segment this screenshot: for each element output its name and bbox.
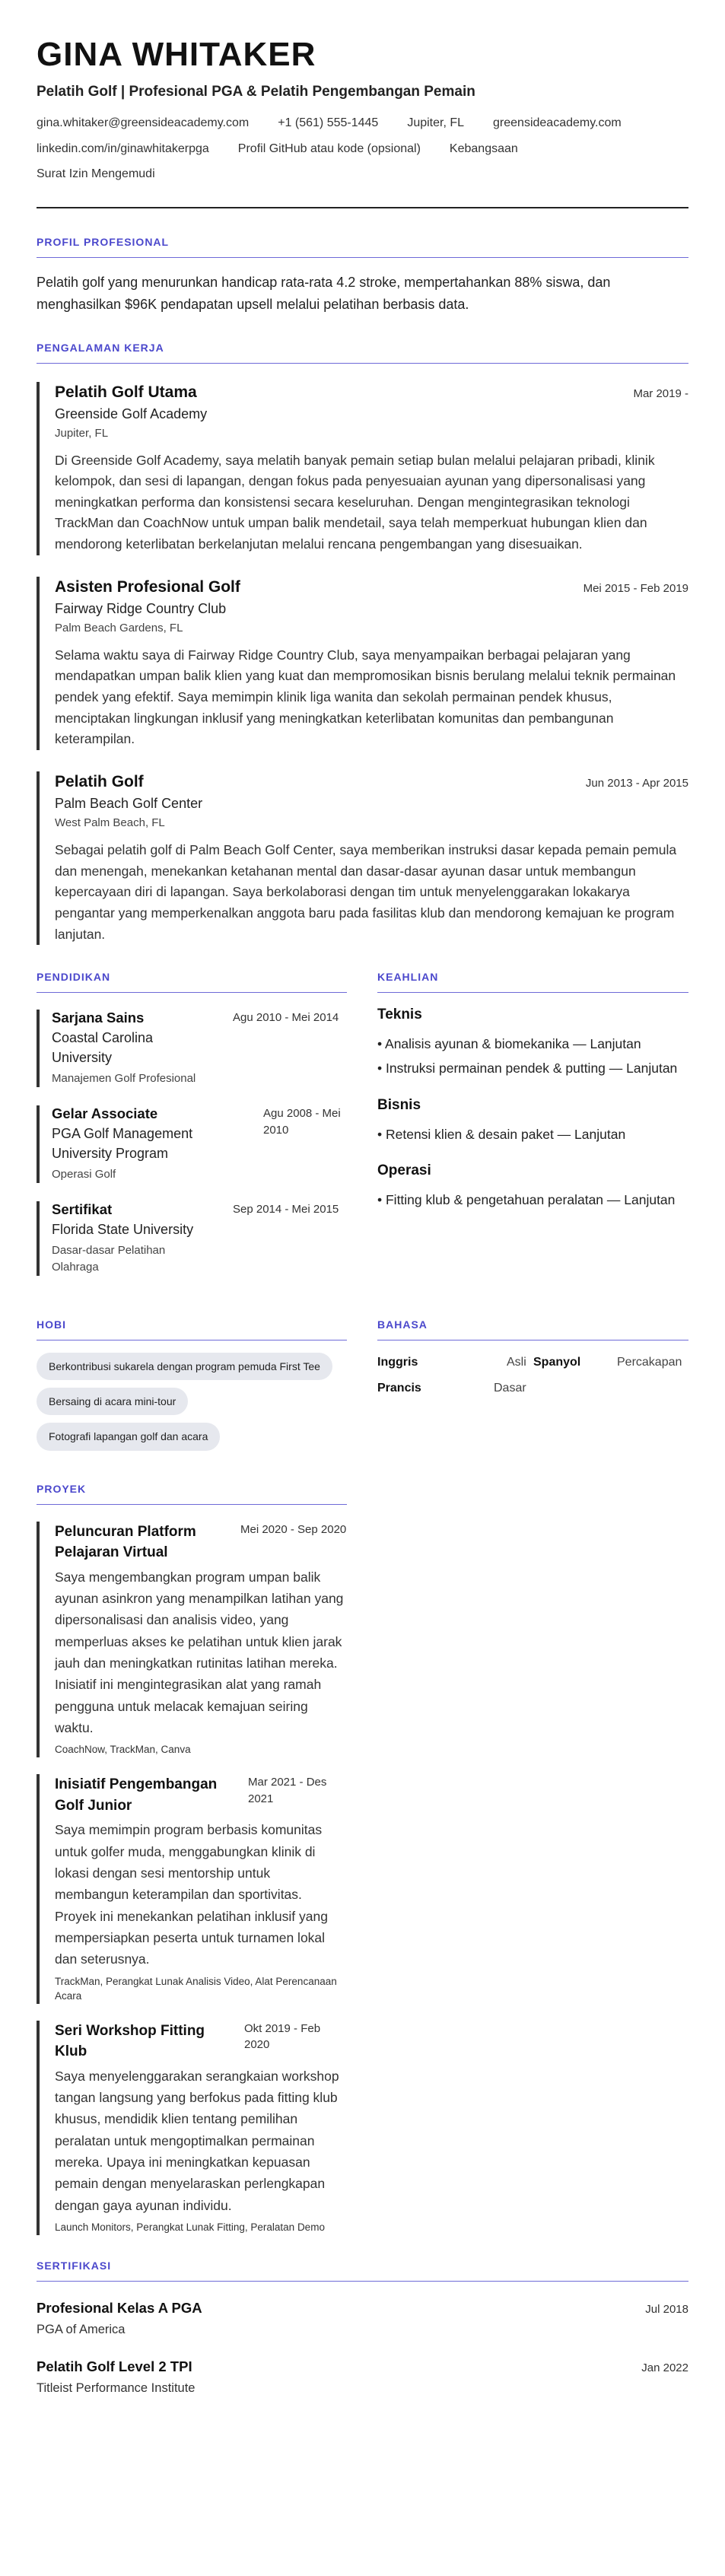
job-title: Pelatih Golf: [55, 772, 144, 790]
education-entry: [37, 1105, 347, 1183]
section-title-summary: PROFIL PROFESIONAL: [37, 235, 170, 248]
job-company: Palm Beach Golf Center: [55, 795, 203, 811]
language-name: Inggris: [377, 1355, 418, 1369]
contact-email[interactable]: gina.whitaker@greensideacademy.com: [37, 116, 250, 130]
language-level: Dasar: [494, 1381, 526, 1395]
certification-issuer: Titleist Performance Institute: [37, 2380, 196, 2395]
education-school: PGA Golf Management University Program: [52, 1126, 193, 1162]
section-divider: [37, 363, 688, 364]
section-title-hobbies: HOBI: [37, 1318, 66, 1331]
section-title-certifications: SERTIFIKASI: [37, 2259, 112, 2272]
language-entry: [377, 1356, 533, 1369]
language-entry: [377, 1382, 533, 1395]
job-description: Selama waktu saya di Fairway Ridge Country Club, saya menyampaikan berbagai pelajaran yang mendapatkan umpan balik klien yang kuat dan mempromosikan bisnis berulang melalui teknik permainan pendek yang efektif. Saya memimpin klinik liga wanita dan sekolah permainan pendek khusus, menciptakan lingkungan inklusif yang meningkatkan keterlibatan komunitas dan pembangunan keterampilan.: [55, 647, 676, 747]
job-title: Pelatih Golf Utama: [55, 383, 197, 401]
job-location: Palm Beach Gardens, FL: [55, 621, 183, 634]
job-date: Mar 2019 -: [633, 386, 688, 400]
certification-entry: [37, 2358, 688, 2396]
contact-drivers-license: Surat Izin Mengemudi: [37, 167, 155, 180]
job-description: Di Greenside Golf Academy, saya melatih banyak pemain setiap bulan melalui pelajaran pribadi, klinik kelompok, dan sesi di lapangan, dengan fokus pada penyesuaian ayunan yang dipersonalisasi yang meningkatkan performa dan konsistensi secara keseluruhan. Dengan mengintegrasikan teknologi TrackMan dan CoachNow untuk umpan balik mendetail, saya telah memperkuat hubungan klien dan mendorong keterlibatan berkelanjutan melalui rencana pengembangan yang disesuaikan.: [55, 452, 655, 552]
job-entry: [37, 382, 688, 555]
job-date: Jun 2013 - Apr 2015: [585, 776, 688, 790]
language-name: Prancis: [377, 1381, 421, 1395]
hobby-tag: Fotografi lapangan golf dan acara: [37, 1423, 220, 1450]
skill-category: Teknis: [377, 1007, 422, 1023]
certification-issuer: PGA of America: [37, 2322, 126, 2336]
skill-item: • Analisis ayunan & biomekanika — Lanjutan: [377, 1036, 641, 1052]
skill-group: [377, 1007, 688, 1079]
candidate-headline: Pelatih Golf | Profesional PGA & Pelatih Pengembangan Pemain: [37, 84, 475, 100]
education-school: Coastal Carolina University: [52, 1030, 154, 1066]
education-degree: Sertifikat: [52, 1201, 113, 1218]
education-entry: [37, 1201, 347, 1276]
projects-section: [37, 1483, 347, 2235]
project-tech: TrackMan, Perangkat Lunak Analisis Video, Alat Perencanaan Acara: [55, 1975, 337, 2002]
job-entry: [37, 577, 688, 750]
skill-item: • Fitting klub & pengetahuan peralatan — Lanjutan: [377, 1191, 676, 1207]
education-field: Dasar-dasar Pelatihan Olahraga: [52, 1244, 166, 1274]
resume-header: [37, 37, 688, 208]
section-title-skills: KEAHLIAN: [377, 971, 439, 984]
job-company: Greenside Golf Academy: [55, 405, 208, 421]
education-field: Operasi Golf: [52, 1168, 116, 1181]
section-divider: [37, 2281, 688, 2282]
certifications-section: [37, 2260, 688, 2396]
education-field: Manajemen Golf Profesional: [52, 1072, 196, 1086]
project-date: Okt 2019 - Feb 2020: [244, 2021, 321, 2052]
skill-item: • Instruksi permainan pendek & putting — Lanjutan: [377, 1061, 678, 1077]
candidate-name: GINA WHITAKER: [37, 36, 316, 73]
hobby-tags: [37, 1353, 347, 1458]
language-list: [377, 1356, 688, 1407]
section-title-education: PENDIDIKAN: [37, 971, 111, 984]
language-entry: [533, 1356, 688, 1369]
section-divider: [37, 257, 688, 258]
project-title: Inisiatif Pengembangan Golf Junior: [55, 1776, 218, 1814]
language-name: Spanyol: [533, 1355, 581, 1369]
certification-entry: [37, 2300, 688, 2337]
skill-group: [377, 1097, 688, 1144]
skill-category: Bisnis: [377, 1096, 421, 1113]
contact-phone[interactable]: +1 (561) 555-1445: [278, 116, 379, 130]
certification-date: Jan 2022: [641, 2361, 688, 2374]
job-title: Asisten Profesional Golf: [55, 577, 240, 596]
contact-nationality: Kebangsaan: [449, 142, 518, 155]
hobby-tag: Berkontribusi sukarela dengan program pemuda First Tee: [37, 1353, 332, 1380]
skill-item: • Retensi klien & desain paket — Lanjutan: [377, 1126, 626, 1142]
project-date: Mar 2021 - Des 2021: [248, 1776, 327, 1805]
contact-website[interactable]: greensideacademy.com: [493, 116, 622, 130]
job-date: Mei 2015 - Feb 2019: [583, 581, 688, 595]
education-school: Florida State University: [52, 1222, 194, 1238]
summary-text: Pelatih golf yang menurunkan handicap rata-rata 4.2 stroke, mempertahankan 88% siswa, dan menghasilkan $96K pendapatan upsell melalui pelatihan berbasis data.: [37, 274, 611, 312]
job-location: Jupiter, FL: [55, 426, 109, 440]
section-title-experience: PENGALAMAN KERJA: [37, 341, 164, 354]
section-title-languages: BAHASA: [377, 1318, 428, 1331]
project-entry: [37, 2021, 347, 2235]
education-date: Agu 2008 - Mei 2010: [263, 1107, 341, 1137]
project-description: Saya menyelenggarakan serangkaian workshop tangan langsung yang berfokus pada fitting klub khusus, mendidik klien tentang pemilihan peralatan untuk mengoptimalkan permainan mereka. Upaya ini meningkatkan kepuasan pemain dengan menyelaraskan perlengkapan dengan gaya ayunan individu.: [55, 2068, 339, 2213]
project-entry: [37, 1522, 347, 1758]
certification-date: Jul 2018: [645, 2302, 688, 2316]
education-section: [37, 971, 347, 1293]
job-company: Fairway Ridge Country Club: [55, 600, 227, 616]
project-date: Mei 2020 - Sep 2020: [240, 1522, 347, 1536]
project-description: Saya mengembangkan program umpan balik ayunan asinkron yang menampilkan latihan yang dipersonalisasi dan analisis video, yang memperluas akses ke pelatihan untuk klien jarak jauh dan meningkatkan rutinitas latihan mereka. Inisiatif ini mengintegrasikan alat yang ramah pengguna untuk melacak kemajuan seiring waktu.: [55, 1569, 344, 1736]
contact-location: Jupiter, FL: [407, 116, 465, 130]
contact-list: [37, 116, 688, 192]
skill-group: [377, 1162, 688, 1210]
project-title: Seri Workshop Fitting Klub: [55, 2022, 205, 2060]
summary-section: [37, 236, 688, 316]
contact-github[interactable]: Profil GitHub atau kode (opsional): [237, 142, 421, 155]
certification-name: Profesional Kelas A PGA: [37, 2299, 202, 2316]
project-description: Saya memimpin program berbasis komunitas untuk golfer muda, menggabungkan klinik di lokasi dengan sesi mentorship untuk membangun keterampilan dan sportivitas. Proyek ini menekankan pelatihan inklusif yang mempersiapkan peserta untuk turnamen lokal dan seterusnya.: [55, 1822, 328, 1967]
header-divider: [37, 207, 688, 208]
certification-name: Pelatih Golf Level 2 TPI: [37, 2358, 192, 2374]
hobbies-section: [37, 1318, 347, 1458]
job-description: Sebagai pelatih golf di Palm Beach Golf Center, saya memberikan instruksi dasar kepada pemain pemula dan menengah, menekankan ketahanan mental dan dasar-dasar ayunan dasar untuk membangun kepercayaan diri di lapangan. Saya berkolaborasi dengan tim untuk menyelenggarakan lokakarya pengantar yang memperkenalkan anggota baru pada fasilitas klub dan mendorong kemajuan ke program lanjutan.: [55, 841, 677, 942]
job-location: West Palm Beach, FL: [55, 816, 165, 829]
job-entry: [37, 771, 688, 945]
hobby-tag: Bersaing di acara mini-tour: [37, 1388, 188, 1415]
section-divider: [37, 992, 347, 993]
education-degree: Sarjana Sains: [52, 1010, 145, 1026]
project-title: Peluncuran Platform Pelajaran Virtual: [55, 1523, 196, 1561]
contact-linkedin[interactable]: linkedin.com/in/ginawhitakerpga: [37, 142, 209, 155]
education-skills-row: [37, 971, 688, 1293]
experience-section: [37, 342, 688, 946]
languages-section: [377, 1318, 688, 1458]
education-entry: [37, 1010, 347, 1087]
skills-section: [377, 971, 688, 1293]
language-level: Asli: [507, 1355, 526, 1369]
education-date: Sep 2014 - Mei 2015: [233, 1203, 339, 1216]
project-tech: CoachNow, TrackMan, Canva: [55, 1744, 191, 1756]
language-level: Percakapan: [617, 1355, 682, 1369]
education-date: Agu 2010 - Mei 2014: [233, 1011, 339, 1025]
project-tech: Launch Monitors, Perangkat Lunak Fitting, Peralatan Demo: [55, 2221, 325, 2234]
project-entry: [37, 1774, 347, 2003]
skill-category: Operasi: [377, 1162, 431, 1178]
section-title-projects: PROYEK: [37, 1482, 87, 1495]
section-divider: [37, 1504, 347, 1505]
hobbies-languages-row: [37, 1318, 688, 1458]
education-degree: Gelar Associate: [52, 1105, 158, 1122]
section-divider: [377, 992, 688, 993]
